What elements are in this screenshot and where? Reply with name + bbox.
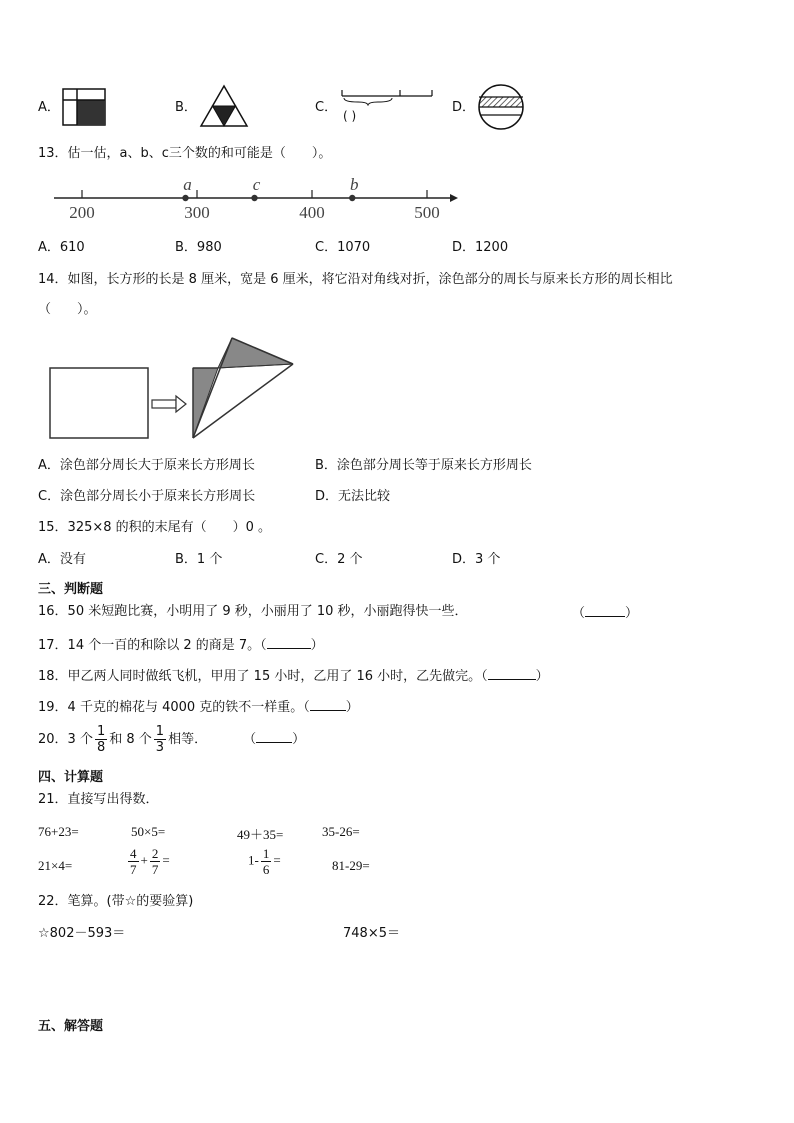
number-line-tick-label: 200 (69, 203, 95, 222)
fraction-1-3: $\frac{1}{3}$ (155, 724, 165, 755)
q17-answer-blank[interactable] (267, 636, 311, 649)
q14-stem: 14．如图，长方形的长是 8 厘米，宽是 6 厘米，将它沿对角线对折，涂色部分的周长与原来长方形的周长相比 (38, 272, 673, 287)
section-5-heading: 五、解答题 (38, 1019, 104, 1034)
q12-option-d-figure (476, 84, 526, 130)
q15-option-a: A．没有 (38, 552, 86, 567)
q15-stem: 15．325×8 的积的末尾有（ ）0 。 (38, 520, 272, 535)
q21-item: 76+23= (38, 824, 79, 839)
q18-answer-blank[interactable] (488, 667, 536, 680)
q14-option-a: A．涂色部分周长大于原来长方形周长 (38, 458, 255, 473)
q22-stem: 22．笔算。(带☆的要验算) (38, 894, 194, 909)
q15-option-d: D．3 个 (452, 552, 501, 567)
q14-stem-paren: （ ）。 (38, 302, 97, 317)
q20-text: 20．3 个 $\frac{1}{8}$ 和 8 个 $\frac{1}{3}$ 相等． （ ） (38, 724, 306, 755)
q20-answer-blank[interactable] (256, 730, 292, 743)
q19-text: 19．4 千克的棉花与 4000 克的铁不一样重。（ ） (38, 700, 359, 715)
q13-option-a: A．610 (38, 240, 85, 255)
q13-option-d: D．1200 (452, 240, 509, 255)
q21-item-fraction-sum: $\frac{4}{7}$ + $\frac{2}{7}$ = (130, 846, 170, 877)
q14-option-d: D．无法比较 (315, 489, 391, 504)
original-rectangle (50, 368, 148, 438)
q21-item: 21×4= (38, 858, 73, 873)
q12-option-c-paren: ( ) (343, 109, 357, 123)
q21-stem: 21．直接写出得数． (38, 792, 159, 807)
number-line-point-c (251, 195, 257, 201)
q12-option-a-figure (62, 88, 106, 126)
number-line-point-a (182, 195, 188, 201)
q21-item: 50×5= (131, 824, 166, 839)
q18-text: 18．甲乙两人同时做纸飞机，甲用了 15 小时，乙用了 16 小时，乙先做完。（ ） (38, 669, 549, 684)
q13-option-b: B．980 (175, 240, 222, 255)
q13-option-c: C．1070 (315, 240, 371, 255)
number-line-tick-label: 400 (299, 203, 325, 222)
number-line-tick-label: 500 (414, 203, 440, 222)
number-line-point-label: c (252, 175, 261, 194)
number-line-point-b (349, 195, 355, 201)
q12-option-b-figure (199, 84, 249, 128)
q15-option-b: B．1 个 (175, 552, 223, 567)
q19-answer-blank[interactable] (310, 698, 346, 711)
number-line-tick-label: 300 (184, 203, 210, 222)
q12-option-a-label: A． (38, 100, 60, 115)
q14-option-b: B．涂色部分周长等于原来长方形周长 (315, 458, 532, 473)
q17-text: 17．14 个一百的和除以 2 的商是 7。（ ） (38, 638, 324, 653)
q22-item-2: 748×5＝ (343, 926, 400, 941)
number-line-arrow (450, 194, 458, 202)
arrow-icon (152, 396, 186, 412)
number-line-point-label: a (183, 175, 192, 194)
q21-item-fraction-diff: 1- $\frac{1}{6}$ = (248, 846, 281, 877)
section-4-heading: 四、计算题 (38, 770, 104, 785)
q15-option-c: C．2 个 (315, 552, 363, 567)
q12-option-b-label: B． (175, 100, 197, 115)
q12-option-c-figure (340, 86, 434, 106)
q13-stem: 13．估一估，a、b、c三个数的和可能是（ ）。 (38, 146, 332, 161)
section-3-heading: 三、判断题 (38, 582, 104, 597)
folded-shape (193, 338, 293, 438)
q12-option-d-label: D． (452, 100, 476, 115)
number-line-point-label: b (350, 175, 359, 194)
q16-answer-blank[interactable]: （ ） (572, 606, 639, 621)
q21-item: 81-29= (332, 858, 370, 873)
q14-figure (48, 334, 298, 442)
q16-text: 16．50 米短跑比赛，小明用了 9 秒，小丽用了 10 秒，小丽跑得快一些． (38, 604, 468, 619)
q21-item: 49＋35= (237, 827, 284, 842)
q14-option-c: C．涂色部分周长小于原来长方形周长 (38, 489, 256, 504)
q21-item: 35-26= (322, 824, 360, 839)
fraction-1-8: $\frac{1}{8}$ (96, 724, 106, 755)
q12-option-c-label: C． (315, 100, 338, 115)
q22-item-1: ☆802－593＝ (38, 926, 126, 941)
q13-number-line (52, 170, 462, 222)
